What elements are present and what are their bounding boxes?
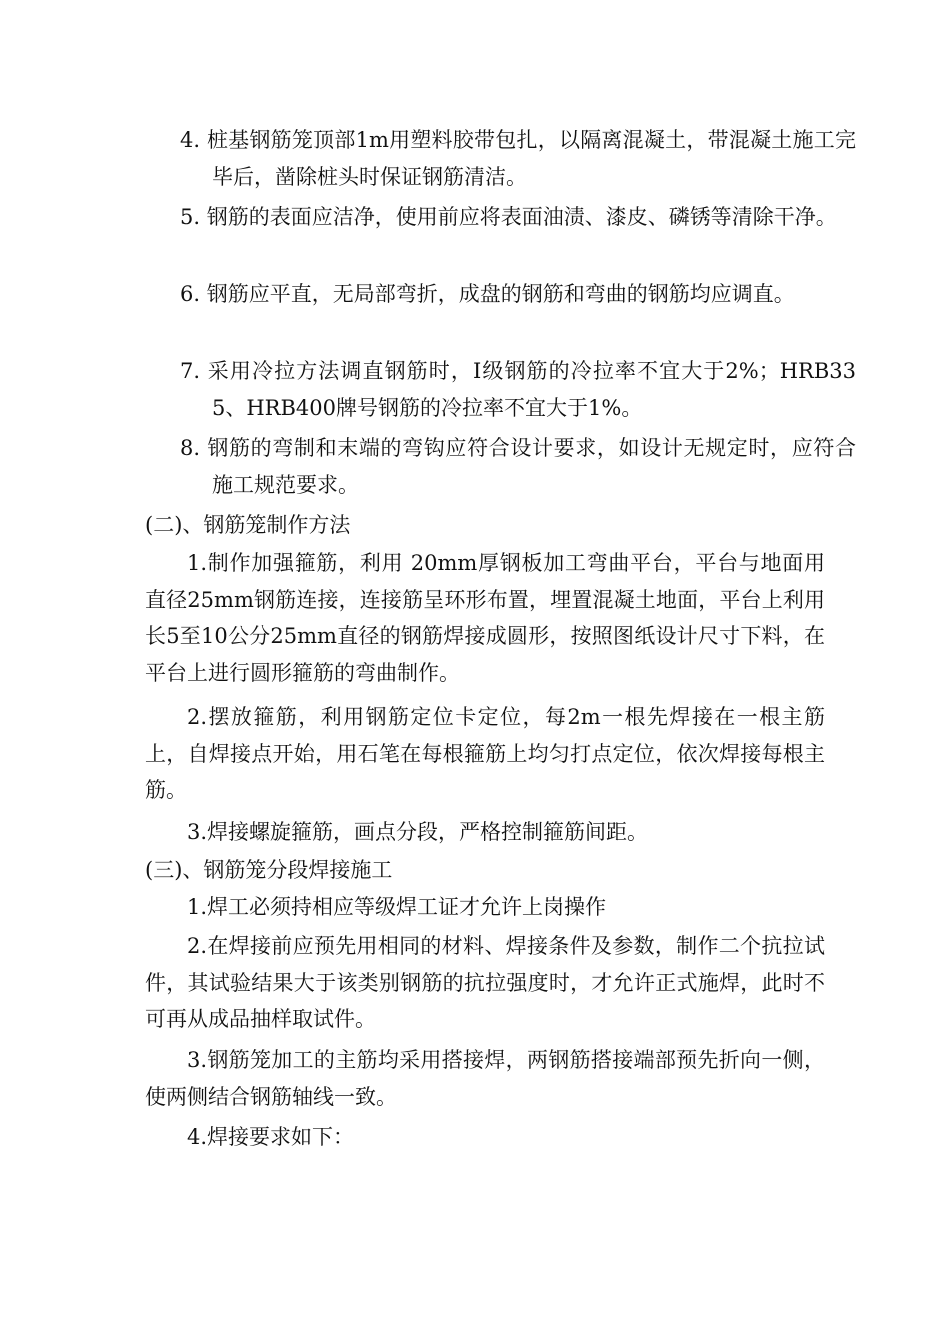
paragraph: 1.制作加强箍筋，利用 20mm厚钢板加工弯曲平台，平台与地面用直径25mm钢筋连接，连接筋呈环形布置，埋置混凝土地面，平台上利用长5至10公分25mm直径的钢筋焊接成圆形，按照图纸设计尺寸下料，在平台上进行圆形箍筋的弯曲制作。 (145, 551, 825, 685)
paragraph: 3.焊接螺旋箍筋，画点分段，严格控制箍筋间距。 (187, 820, 649, 844)
list-item: 4. 桩基钢筋笼顶部1m用塑料胶带包扎，以隔离混凝土，带混凝土施工完毕后，凿除桩头时保证钢筋清洁。 (180, 128, 856, 189)
paragraph: 3.钢筋笼加工的主筋均采用搭接焊，两钢筋搭接端部预先折向一侧，使两侧结合钢筋轴线一致。 (145, 1048, 825, 1109)
list-item: 8. 钢筋的弯制和末端的弯钩应符合设计要求，如设计无规定时，应符合施工规范要求。 (180, 436, 856, 497)
paragraph: 1.焊工必须持相应等级焊工证才允许上岗操作 (187, 895, 607, 919)
list-item: 6. 钢筋应平直，无局部弯折，成盘的钢筋和弯曲的钢筋均应调直。 (180, 282, 795, 306)
paragraph: 2.在焊接前应预先用相同的材料、焊接条件及参数，制作二个抗拉试件，其试验结果大于该类别钢筋的抗拉强度时，才允许正式施焊，此时不可再从成品抽样取试件。 (145, 934, 825, 1031)
list-item: 5. 钢筋的表面应洁净，使用前应将表面油渍、漆皮、磷锈等清除干净。 (180, 205, 837, 229)
section-heading: (二)、钢筋笼制作方法 (145, 513, 351, 537)
paragraph: 4.焊接要求如下： (187, 1125, 355, 1149)
list-item: 7. 采用冷拉方法调直钢筋时，Ⅰ级钢筋的冷拉率不宜大于2%；HRB335、HRB400牌号钢筋的冷拉率不宜大于1%。 (180, 359, 856, 420)
paragraph: 2.摆放箍筋，利用钢筋定位卡定位，每2m一根先焊接在一根主筋上，自焊接点开始，用石笔在每根箍筋上均匀打点定位，依次焊接每根主筋。 (145, 705, 825, 802)
section-heading: (三)、钢筋笼分段焊接施工 (145, 858, 393, 882)
